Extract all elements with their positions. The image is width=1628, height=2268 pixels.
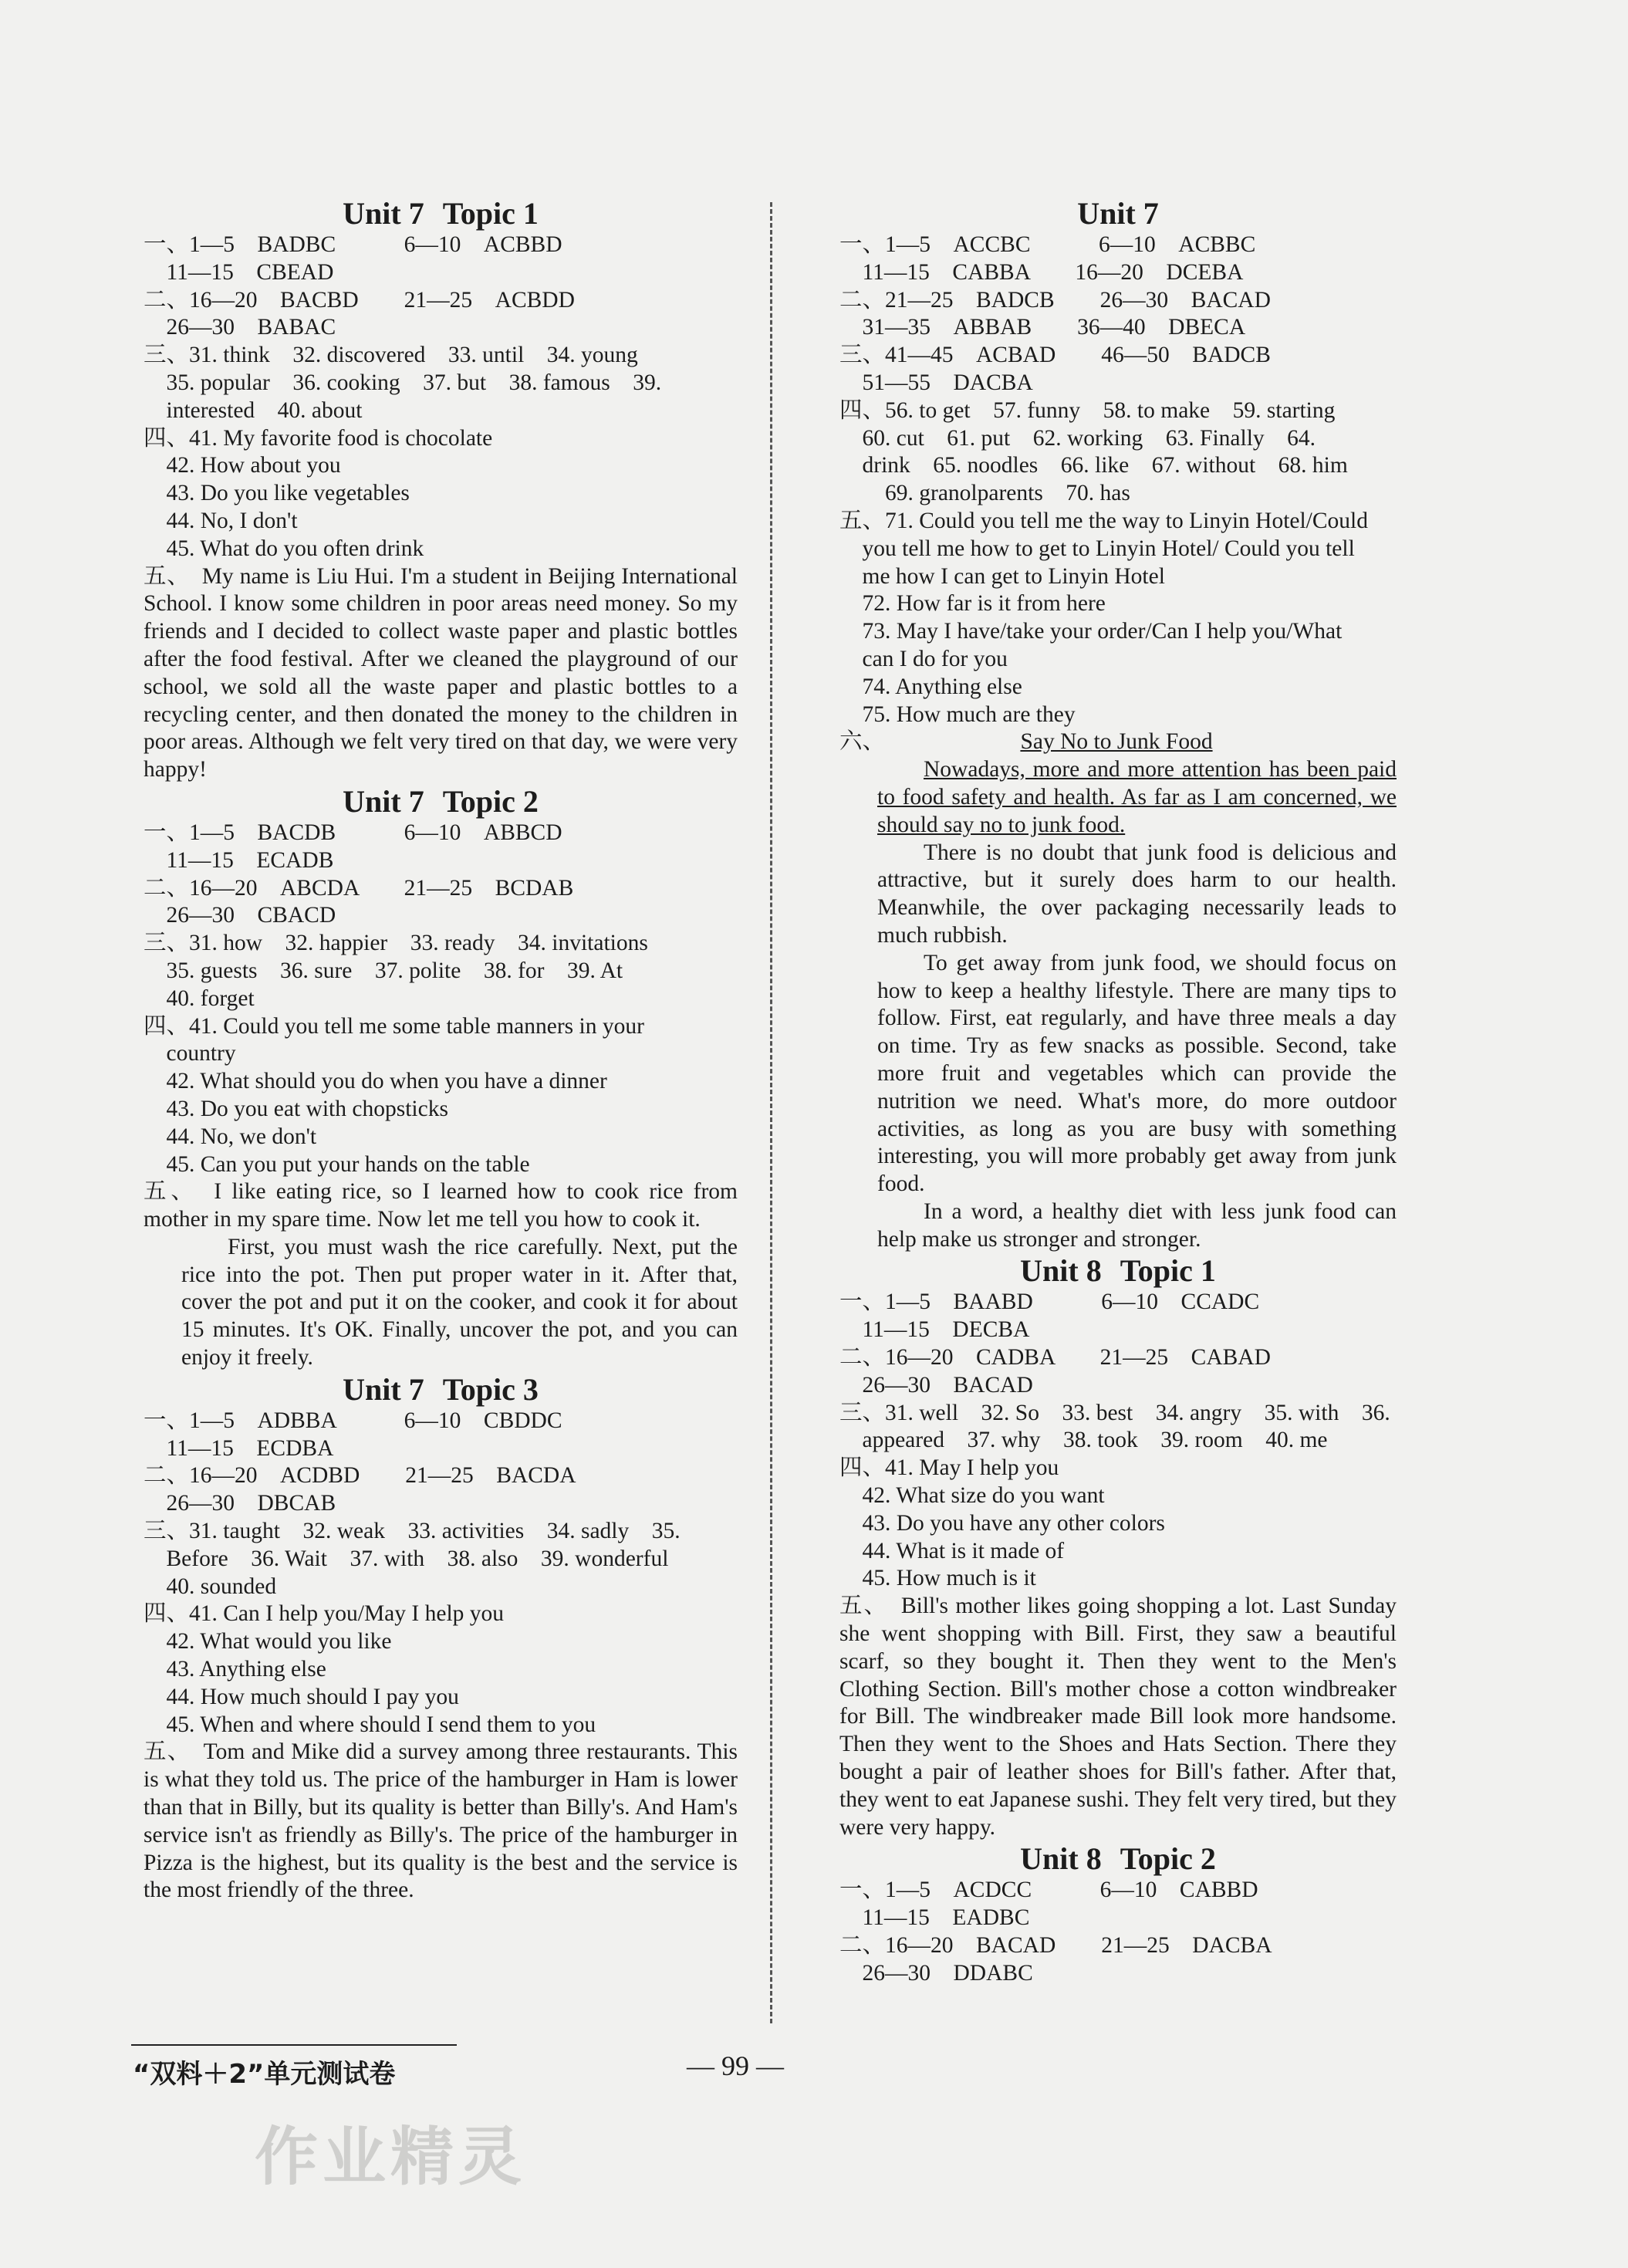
answer-line: 二、16—20 ACDBD 21—25 BACDA <box>144 1463 576 1489</box>
answer-line: 60. cut 61. put 62. working 63. Finally 64. <box>839 425 1316 451</box>
answer-line: 42. What size do you want <box>839 1483 1105 1509</box>
answer-line: 74. Anything else <box>839 674 1022 699</box>
essay-u7t2-p1: 五、 I like eating rice, so I learned how to cook rice from mother in my spare time. Now let me tell you how to cook it. <box>144 1179 738 1232</box>
answer-line: 二、16—20 CADBA 21—25 CABAD <box>839 1345 1271 1371</box>
answer-line: interested 40. about <box>144 397 363 423</box>
answer-line: 45. How much is it <box>839 1566 1036 1591</box>
column-divider <box>770 202 772 2023</box>
answer-line: 三、41—45 ACBAD 46—50 BADCB <box>839 343 1271 368</box>
series-name: “双料＋2”单元测试卷 <box>133 2059 396 2090</box>
answer-line: 四、56. to get 57. funny 58. to make 59. starting <box>839 397 1336 423</box>
answer-line: 一、1—5 BADBC 6—10 ACBBD <box>144 232 562 257</box>
answer-line: 42. What should you do when you have a dinner <box>144 1069 607 1094</box>
answer-line: appeared 37. why 38. took 39. room 40. me <box>839 1428 1328 1453</box>
answer-line: 三、31. how 32. happier 33. ready 34. invitations <box>144 931 648 956</box>
answer-line: 26—30 BACAD <box>839 1372 1033 1398</box>
answer-line: 五、71. Could you tell me the way to Linyin Hotel/Could <box>839 508 1368 533</box>
essay-junk-food-p2: There is no doubt that junk food is delicious and attractive, but it surely does harm to our health. Meanwhile, the over packaging necessarily leads to much rubbish. <box>877 840 1397 948</box>
answer-line: you tell me how to get to Linyin Hotel/ Could you tell <box>839 536 1355 561</box>
answers-u8t2 <box>839 1877 1397 1987</box>
answer-line: 一、1—5 BAABD 6—10 CCADC <box>839 1289 1260 1315</box>
answers-u7t1 <box>144 232 738 563</box>
answer-line: 11—15 ECADB <box>144 847 334 873</box>
answer-line: 一、1—5 ADBBA 6—10 CBDDC <box>144 1408 562 1433</box>
answer-line: 26—30 DDABC <box>839 1960 1033 1986</box>
essay-u7t3: 五、 Tom and Mike did a survey among three restaurants. This is what they told us. The price of the hamburger in Ham is lower than that in Billy, but its quality is better than Billy's. And Ham's service isn't as friendly as Billy's. The price of the hamburger in Pizza is the highest, but its quality is the best and the service is the most friendly of the three. <box>144 1739 738 1903</box>
answer-line: 四、41. Can I help you/May I help you <box>144 1601 505 1627</box>
answer-line: 三、31. taught 32. weak 33. activities 34. sadly 35. <box>144 1519 681 1544</box>
answer-line: 四、41. Could you tell me some table manners in your <box>144 1013 644 1039</box>
section-title-u7t1: Unit 7 Topic 1 <box>343 196 539 231</box>
answer-line: 二、16—20 BACBD 21—25 ACBDD <box>144 287 575 313</box>
answers-u7t3 <box>144 1408 738 1739</box>
section-title-u8t1: Unit 8 Topic 1 <box>1020 1253 1216 1289</box>
answer-line: 二、16—20 BACAD 21—25 DACBA <box>839 1933 1272 1959</box>
section-title-u7-review: Unit 7 <box>1077 196 1159 231</box>
answer-line: 11—15 EADBC <box>839 1905 1030 1931</box>
answers-u8t1 <box>839 1289 1397 1593</box>
answer-line: 一、1—5 ACCBC 6—10 ACBBC <box>839 232 1256 257</box>
answer-line: 45. When and where should I send them to you <box>144 1712 596 1737</box>
essay-u7t1: 五、 My name is Liu Hui. I'm a student in Beijing International School. I know some children in poor areas need money. So my friends and I decided to collect waste paper and plastic bottles after the food festival. After we cleaned the playground of our school, we sold all the waste paper and plastic bottles to a recycling center, and then donated the money to the children in poor areas. Although we felt very tired on that day, we were very happy! <box>144 563 738 782</box>
answer-line: 31—35 ABBAB 36—40 DBECA <box>839 315 1246 340</box>
watermark-stamp: 作业精灵 <box>255 2121 527 2194</box>
answer-line: 11—15 DECBA <box>839 1317 1030 1343</box>
answer-line: 75. How much are they <box>839 701 1076 727</box>
essay-u8t1: 五、 Bill's mother likes going shopping a lot. Last Sunday she went shopping with Bill. First, they saw a beautiful scarf, so they bought it. Then they went to the Men's Clothing Section. Bill's mother chose a cotton windbreaker for Bill. The windbreaker made Bill look more handsome. Then they went to the Shoes and Hats Section. There they bought a pair of leather shoes for Bill's father. After that, they went to eat Japanese sushi. They felt very tired, but they were very happy. <box>839 1594 1397 1840</box>
answer-line: 26—30 DBCAB <box>144 1491 336 1516</box>
answer-line: 三、31. well 32. So 33. best 34. angry 35. with 36. <box>839 1400 1390 1425</box>
answer-line: 43. Do you have any other colors <box>839 1510 1165 1536</box>
answer-line: 26—30 BABAC <box>144 315 336 340</box>
answer-line: 一、1—5 BACDB 6—10 ABBCD <box>144 820 562 845</box>
answer-line: 44. No, I don't <box>144 508 298 533</box>
answer-line: 二、16—20 ABCDA 21—25 BCDAB <box>144 875 574 901</box>
answer-line: 45. What do you often drink <box>144 536 424 561</box>
answer-line: 11—15 CABBA 16—20 DCEBA <box>839 259 1244 285</box>
answer-line: 51—55 DACBA <box>839 370 1033 395</box>
answer-line: 四、41. May I help you <box>839 1455 1059 1481</box>
answer-line: 44. What is it made of <box>839 1538 1065 1563</box>
essay-junk-food-p1: Nowadays, more and more attention has been paid to food safety and health. As far as I am concerned, we should say no to junk food. <box>877 757 1397 837</box>
answer-line: 44. How much should I pay you <box>144 1684 459 1709</box>
essay-u7t2-p2: First, you must wash the rice carefully. Next, put the rice into the pot. Then put proper water in it. After that, cover the pot and put it on the cooker, and cook it for about 15 minutes. It's OK. Finally, uncover the pot, and you can enjoy it freely. <box>181 1234 738 1371</box>
answer-line: 11—15 CBEAD <box>144 259 334 285</box>
answer-line: 四、41. My favorite food is chocolate <box>144 425 493 451</box>
right-column <box>839 196 1397 1988</box>
essay-junk-food-p3: To get away from junk food, we should focus on how to keep a healthy lifestyle. There are many tips to follow. First, eat regularly, and have three meals a day on time. Try as few snacks as possible. Second, take more fruit and vegetables which can provide the nutrition we need. What's more, do more outdoor activities, as long as you are busy with something interesting, you will more probably get away from junk food. <box>877 950 1397 1197</box>
answer-line: 35. guests 36. sure 37. polite 38. for 39. At <box>144 958 623 983</box>
section-title-u7t2: Unit 7 Topic 2 <box>343 783 539 819</box>
answer-line: 69. granolparents 70. has <box>839 481 1130 506</box>
answer-line: Before 36. Wait 37. with 38. also 39. wonderful <box>144 1546 669 1571</box>
answer-line: 26—30 CBACD <box>144 903 336 928</box>
answer-line: 35. popular 36. cooking 37. but 38. famous 39. <box>144 370 662 395</box>
answer-line: 40. forget <box>144 985 255 1011</box>
answer-line: 42. What would you like <box>144 1629 392 1655</box>
answer-line: 43. Anything else <box>144 1657 326 1682</box>
answer-line: 40. sounded <box>144 1573 277 1599</box>
answer-line: can I do for you <box>839 646 1008 671</box>
essay-label: 六、 Say No to Junk Food <box>839 728 1397 756</box>
answers-u7-review <box>839 232 1397 728</box>
answer-line: 72. How far is it from here <box>839 591 1106 617</box>
answers-u7t2 <box>144 820 738 1178</box>
left-column <box>144 196 738 1905</box>
answer-line: 11—15 ECDBA <box>144 1435 334 1461</box>
answer-line: 二、21—25 BADCB 26—30 BACAD <box>839 287 1271 313</box>
answer-line: 一、1—5 ACDCC 6—10 CABBD <box>839 1878 1258 1903</box>
essay-title: Say No to Junk Food <box>1020 729 1213 755</box>
answer-line: 45. Can you put your hands on the table <box>144 1151 530 1177</box>
footer-rule <box>131 2044 457 2046</box>
answer-line: 44. No, we don't <box>144 1124 317 1149</box>
section-title-u7t3: Unit 7 Topic 3 <box>343 1371 539 1407</box>
answer-line: 43. Do you eat with chopsticks <box>144 1096 448 1121</box>
answer-line: 43. Do you like vegetables <box>144 481 410 506</box>
page-number: — 99 — <box>687 2050 784 2081</box>
answer-line: 三、31. think 32. discovered 33. until 34. young <box>144 343 638 368</box>
answer-line: country <box>144 1041 236 1066</box>
answer-line: me how I can get to Linyin Hotel <box>839 563 1165 589</box>
answer-line: drink 65. noodles 66. like 67. without 68. him <box>839 453 1348 478</box>
section-title-u8t2: Unit 8 Topic 2 <box>1020 1841 1216 1877</box>
essay-junk-food-p4: In a word, a healthy diet with less junk food can help make us stronger and stronger. <box>877 1198 1397 1252</box>
answer-line: 42. How about you <box>144 453 341 478</box>
answer-line: 73. May I have/take your order/Can I help you/What <box>839 619 1343 644</box>
